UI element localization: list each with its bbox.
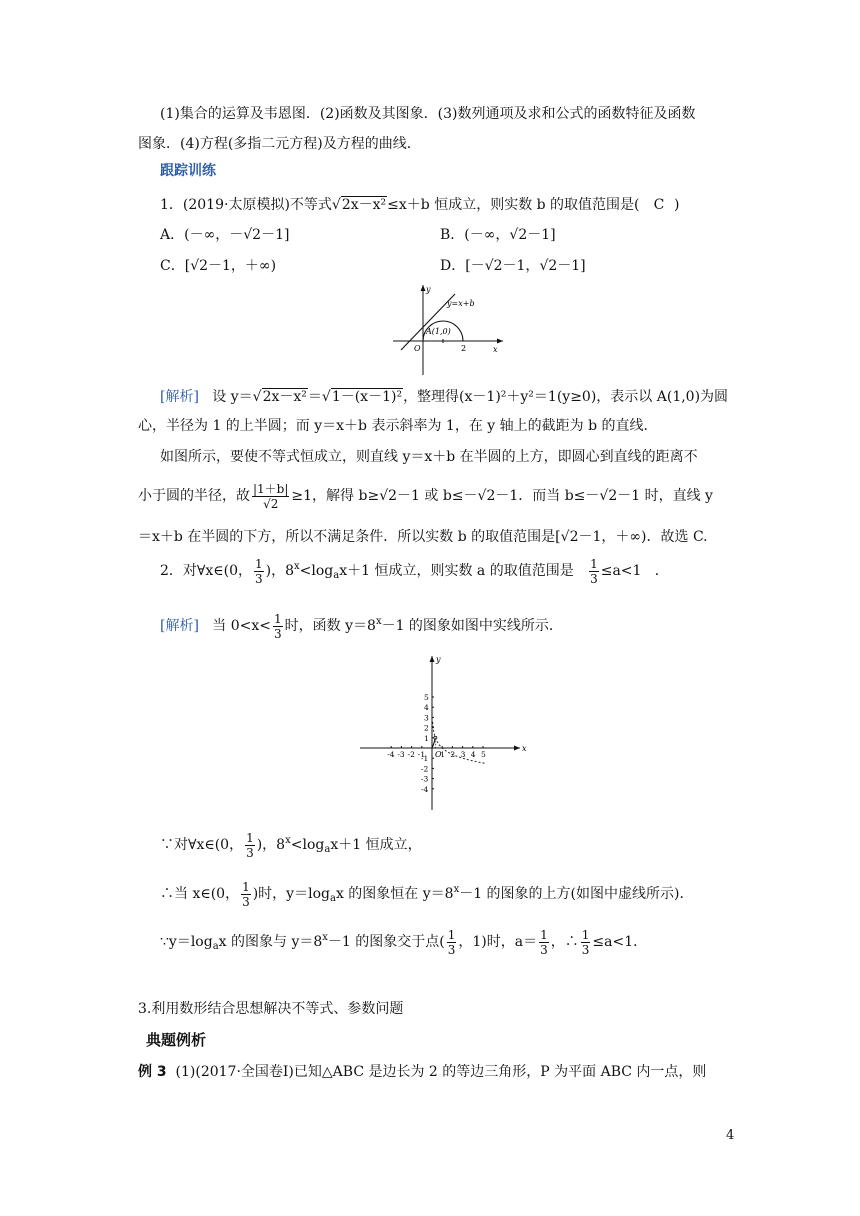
fraction (254, 557, 264, 586)
q1-option-c-tail: 2－1，＋∞) (199, 258, 277, 274)
subscript: a (333, 570, 340, 581)
example-heading: 典题例析 (146, 1031, 207, 1049)
superscript: x (285, 835, 291, 846)
sol1-text: ＝x＋b 在半圆的下方，所以不满足条件．所以实数 b 的取值范围是[ (138, 529, 561, 545)
sqrt-sign: √ (252, 389, 262, 405)
y-tick-label: 4 (424, 703, 429, 713)
y-axis-label: y (436, 655, 441, 664)
x-tick-label: 1 (440, 750, 445, 759)
fraction (245, 831, 255, 860)
sol2-text: －1 的图象的上方(如图中虚线所示)． (459, 886, 694, 902)
x-tick-label: -1 (417, 750, 426, 759)
fraction-numerator: 1 (581, 927, 590, 942)
q1-answer: C (653, 197, 665, 213)
sqrt-sign: √ (509, 227, 519, 243)
sol1-text: 2－1，＋∞)．故选 C. (569, 529, 708, 545)
sol2-text: ，1)时，a＝ (458, 934, 538, 950)
q2-answer: ≤a<1 (600, 563, 642, 579)
fraction-numerator: 1 (246, 830, 254, 845)
q1-option-c-text: C．[ (160, 258, 191, 274)
solution-1-tag: [解析] (160, 389, 199, 405)
solution-1-line-2: 心，半径为 1 的上半圆；而 y＝x＋b 表示斜率为 1，在 y 轴上的截距为 b 的直线． (138, 418, 658, 434)
q1-option-d-tail: 2－1] (548, 258, 586, 274)
sol2-text: )，8 (256, 837, 286, 853)
fraction (252, 482, 289, 511)
solution-2-line-4 (160, 924, 647, 962)
exponential-log-graph (358, 652, 528, 814)
q1-mid: ≤x＋b 恒成立，则实数 b 的取值范围是( (387, 197, 640, 213)
q1-option-b-tail: 2－1] (518, 227, 556, 243)
q2-text: 2．对∀x∈(0， (160, 563, 252, 579)
section-3-title: 3.利用数形结合思想解决不等式、参数问题 (138, 1001, 404, 1017)
sol2-text: ∵对∀x∈(0， (160, 837, 244, 853)
fraction (581, 928, 591, 957)
training-heading: 跟踪训练 (160, 163, 216, 179)
y-axis-arrow (430, 656, 435, 662)
sol2-text: ≤a<1． (592, 934, 648, 950)
x-tick-label: 4 (470, 750, 476, 759)
sol1-text: 小于圆的半径，故 (138, 488, 250, 504)
sol2-text: －1 的图象如图中实线所示． (381, 618, 563, 634)
example-3-label: 例 3 (138, 1064, 167, 1080)
sol2-text: －1 的图象交于点( (327, 934, 445, 950)
solution-2-line-1 (160, 608, 563, 646)
fraction-denominator: 3 (274, 626, 282, 641)
solution-2-tag: [解析] (160, 618, 199, 634)
y-tick-label: 5 (424, 693, 429, 702)
sol1-text: ，整理得(x－1)²＋y²＝1(y≥0)，表示以 A(1,0)为圆 (403, 389, 729, 405)
sol2-text: x 的图象与 y＝8 (218, 934, 323, 950)
fraction-numerator: 1 (447, 927, 456, 942)
sqrt-sign: √ (321, 389, 331, 405)
sol2-text: ∵y＝log (160, 934, 213, 950)
x-tick-label: -4 (387, 750, 395, 759)
q1-close: ) (673, 197, 680, 213)
x-tick-label: 5 (481, 750, 486, 759)
origin-label: O (414, 344, 421, 353)
sol2-text: x 的图象恒在 y＝8 (335, 886, 454, 902)
superscript: x (375, 616, 382, 627)
fraction (241, 880, 251, 909)
q1-option-a (160, 225, 289, 245)
q1-sqrt-sign: √ (331, 197, 341, 213)
line-label: y=x+b (447, 299, 475, 308)
y-tick-label: 2 (424, 723, 429, 733)
y-tick-label: -1 (421, 754, 429, 764)
sol2-text: x＋1 恒成立， (330, 837, 422, 853)
sol2-text: 时，函数 y＝8 (284, 618, 376, 634)
sol2-text: )时，y＝log (252, 886, 330, 902)
sqrt-sign: √ (477, 488, 487, 504)
y-axis-label: y (426, 285, 431, 294)
superscript: x (294, 561, 300, 572)
sol2-text: <log (290, 837, 325, 853)
q1-option-b-text: B．(－∞， (440, 227, 510, 243)
fraction-numerator: 1 (274, 611, 282, 626)
fraction-numerator: 1 (540, 927, 548, 942)
x-tick-label: 3 (460, 750, 466, 759)
origin-label: O (435, 750, 442, 759)
sqrt-sign: √ (599, 488, 609, 504)
subscript: a (324, 844, 331, 855)
q1-option-d-text: D．[－ (440, 258, 485, 274)
fraction-numerator: 1 (242, 879, 250, 894)
fraction-denominator: 3 (254, 571, 263, 586)
solution-1-line-3: 如图所示，要使不等式恒成立，则直线 y＝x＋b 在半圆的上方，即圆心到直线的距离不 (160, 449, 698, 465)
sqrt-sign: √ (539, 258, 549, 274)
question-2 (160, 553, 669, 591)
q1-option-c (160, 256, 276, 276)
q1-prefix: 1．(2019·太原模拟)不等式 (160, 197, 332, 213)
fraction-denominator: √2 (263, 496, 279, 511)
solution-1-line-1 (160, 387, 728, 407)
fraction-denominator: 3 (540, 942, 548, 957)
x-tick-label: -3 (397, 750, 405, 759)
q1-option-a-text: A．(－∞，－ (160, 227, 244, 243)
fraction-numerator: |1＋b| (253, 481, 289, 496)
solution-1-line-5 (138, 527, 708, 547)
fraction-denominator: 3 (590, 571, 598, 586)
sol2-text: ，∴ (550, 934, 579, 950)
fraction (447, 928, 457, 957)
superscript: x (453, 884, 460, 895)
y-tick-label: -4 (421, 784, 429, 794)
subscript: a (329, 893, 336, 904)
q2-text: x＋1 恒成立，则实数 a 的取值范围是 (339, 563, 574, 579)
tick-2-label: 2 (461, 344, 467, 353)
sol1-text: 2－1 或 b≤－ (388, 488, 478, 504)
intro-line-1: (1)集合的运算及韦恩图．(2)函数及其图象．(3)数列通项及求和公式的函数特征及函数 (160, 106, 696, 122)
example-3 (138, 1062, 706, 1082)
q2-text: ． (654, 563, 669, 579)
sol2-text: 当 0<x< (212, 618, 272, 634)
q1-option-d-mid: 2－1， (493, 258, 540, 274)
solution-2-line-2 (160, 827, 422, 865)
superscript: x (322, 932, 328, 943)
y-tick-label: 1 (424, 733, 429, 743)
fraction (273, 612, 283, 641)
point-a-label: A(1,0) (426, 327, 451, 336)
question-1 (160, 195, 679, 215)
subscript: a (212, 941, 219, 952)
y-tick-label: 3 (424, 713, 429, 723)
fraction-numerator: 1 (254, 556, 263, 571)
solution-2-line-3 (160, 876, 693, 914)
y-tick-label: -2 (421, 764, 429, 774)
sol1-radicand-2: 1－(x－1)² (331, 389, 403, 405)
intro-line-2: 图象．(4)方程(多指二元方程)及方程的曲线． (138, 136, 421, 152)
sol1-text: 2－1 时，直线 y (608, 488, 713, 504)
fraction-denominator: 3 (581, 942, 590, 957)
fraction-numerator: 1 (590, 556, 598, 571)
x-axis-arrow (514, 746, 520, 751)
fraction-denominator: 3 (242, 894, 250, 909)
x-axis-label: x (522, 744, 527, 753)
q1-option-d (440, 256, 586, 276)
fraction (539, 928, 549, 957)
graph-2-group (360, 655, 527, 810)
x-axis-arrow (497, 339, 503, 344)
y-tick-label: -3 (421, 774, 429, 784)
sqrt-sign: √ (379, 488, 389, 504)
sol1-radicand-1: 2x－x² (262, 389, 307, 405)
sol2-text: ∴当 x∈(0， (160, 886, 240, 902)
sol1-text: 设 y＝ (212, 389, 253, 405)
q2-text: )，8 (265, 563, 294, 579)
page-number: 4 (726, 1128, 735, 1143)
sol1-text: 2－1．而当 b≤－ (486, 488, 600, 504)
semicircle-graph (385, 280, 510, 380)
fraction (589, 557, 599, 586)
y-axis-arrow (421, 285, 426, 291)
x-axis-label: x (493, 345, 498, 354)
solution-1-line-4 (138, 478, 713, 514)
sqrt-sign: √ (243, 227, 253, 243)
sqrt-sign: √ (484, 258, 494, 274)
example-3-text: (1)(2017·全国卷Ⅰ)已知△ABC 是边长为 2 的等边三角形，P 为平面 ABC 内一点，则 (175, 1064, 707, 1080)
fraction-denominator: 3 (447, 942, 456, 957)
q1-radicand: 2x－x² (341, 197, 387, 213)
x-tick-label: 2 (450, 750, 456, 759)
sqrt-sign: √ (560, 529, 570, 545)
q1-option-b (440, 225, 556, 245)
fraction-denominator: 3 (246, 845, 254, 860)
sol1-text: ≥1，解得 b≥ (291, 488, 380, 504)
q1-option-a-tail: 2－1] (252, 227, 290, 243)
x-tick-label: -2 (407, 750, 415, 759)
sol1-text: ＝ (307, 389, 322, 405)
q2-text: <log (299, 563, 334, 579)
sqrt-sign: √ (190, 258, 200, 274)
